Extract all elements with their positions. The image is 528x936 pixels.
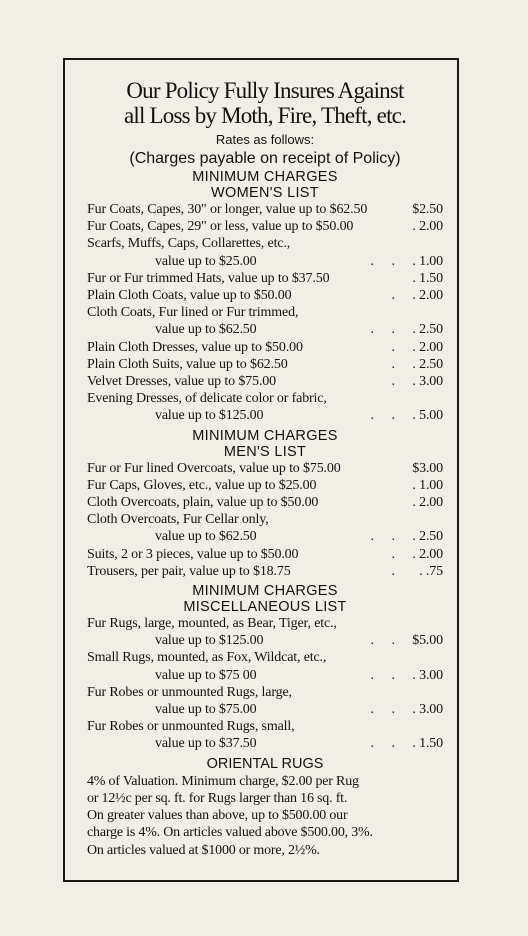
oriental-line: 4% of Valuation. Minimum charge, $2.00 per Rug: [87, 773, 359, 789]
leader-dots: .: [391, 546, 395, 562]
rate-price: . 3.00: [412, 667, 443, 683]
rate-row: [87, 701, 443, 718]
title-line-2: all Loss by Moth, Fire, Theft, etc.: [123, 103, 407, 128]
rate-row: [87, 511, 443, 528]
rate-row: [87, 667, 443, 684]
rate-description: value up to $62.50: [155, 529, 257, 545]
men-list: [87, 460, 443, 580]
rate-row: [87, 321, 443, 338]
rate-price: . .75: [419, 563, 443, 579]
rate-price: $2.50: [412, 202, 443, 217]
rate-description: Trousers, per pair, value up to $18.75: [87, 563, 291, 579]
rate-price: . 2.50: [412, 322, 443, 338]
leader-dots: .: [391, 356, 395, 372]
rates-label: Rates as follows:: [215, 132, 315, 147]
rate-description: Suits, 2 or 3 pieces, value up to $50.00: [87, 546, 299, 562]
rate-price: . 2.00: [412, 288, 443, 304]
rate-row: [87, 477, 443, 494]
rate-row: [87, 287, 443, 304]
rate-description: Plain Cloth Dresses, value up to $50.00: [87, 339, 303, 355]
women-heading-1: MINIMUM CHARGES: [192, 169, 338, 185]
oriental-heading: ORIENTAL RUGS: [206, 755, 324, 772]
rate-price: . 3.00: [412, 702, 443, 718]
rate-description: Scarfs, Muffs, Caps, Collarettes, etc.,: [87, 236, 291, 252]
rate-price: $5.00: [412, 633, 443, 649]
rate-price: . 2.00: [412, 339, 443, 355]
rate-price: . 5.00: [412, 408, 443, 424]
rate-description: value up to $125.00: [155, 408, 264, 424]
leader-dots: .: [391, 374, 395, 390]
rate-row: [87, 632, 443, 649]
misc-heading-1: MINIMUM CHARGES: [192, 583, 338, 600]
rate-description: Small Rugs, mounted, as Fox, Wildcat, etc.,: [87, 650, 327, 666]
rate-row: [87, 235, 443, 252]
rate-description: value up to $25.00: [155, 253, 257, 269]
rate-row: [87, 460, 443, 477]
rate-price: . 1.50: [412, 270, 443, 286]
rate-row: [87, 304, 443, 321]
leader-dots: . .: [370, 529, 395, 545]
rate-price: . 2.00: [412, 495, 443, 511]
rate-description: value up to $37.50: [155, 736, 257, 752]
policy-content: [87, 78, 443, 859]
rate-row: [87, 494, 443, 511]
leader-dots: . .: [370, 633, 395, 649]
leader-dots: . .: [370, 702, 395, 718]
oriental-line: On greater values than above, up to $500.00 our: [87, 808, 348, 824]
leader-dots: . .: [370, 736, 395, 752]
rate-description: Fur Coats, Capes, 29" or less, value up to $50.00: [87, 219, 354, 235]
leader-dots: . .: [370, 322, 395, 338]
rate-row: [87, 356, 443, 373]
rate-row: [87, 407, 443, 424]
rate-description: value up to $125.00: [155, 633, 264, 649]
rate-description: Fur or Fur trimmed Hats, value up to $37.50: [87, 270, 330, 286]
men-heading-2: MEN'S LIST: [223, 443, 307, 460]
oriental-line: or 12½c per sq. ft. for Rugs larger than 16 sq. ft.: [87, 790, 348, 806]
rate-price: . 1.00: [412, 253, 443, 269]
rate-description: Evening Dresses, of delicate color or fabric,: [87, 391, 327, 407]
rate-description: Velvet Dresses, value up to $75.00: [87, 374, 276, 390]
rate-row: [87, 718, 443, 735]
rate-price: . 2.00: [412, 219, 443, 235]
rate-description: Fur Rugs, large, mounted, as Bear, Tiger, etc.,: [87, 616, 337, 632]
rate-row: [87, 528, 443, 545]
rate-description: Plain Cloth Coats, value up to $50.00: [87, 288, 292, 304]
rate-row: [87, 546, 443, 563]
rate-price: . 1.00: [412, 477, 443, 493]
rate-row: [87, 684, 443, 701]
oriental-text: [87, 773, 443, 859]
rate-row: [87, 339, 443, 356]
rate-row: [87, 270, 443, 287]
rate-row: [87, 201, 443, 218]
leader-dots: .: [391, 339, 395, 355]
rate-description: Cloth Coats, Fur lined or Fur trimmed,: [87, 305, 299, 321]
rate-description: Fur or Fur lined Overcoats, value up to $75.00: [87, 460, 341, 476]
leader-dots: .: [391, 288, 395, 304]
oriental-line: charge is 4%. On articles valued above $500.00, 3%.: [87, 825, 373, 841]
charges-note: (Charges payable on receipt of Policy): [129, 150, 401, 167]
rate-description: Fur Coats, Capes, 30" or longer, value up to $62.50: [87, 202, 368, 217]
rate-description: Cloth Overcoats, plain, value up to $50.00: [87, 495, 319, 511]
rate-price: $3.00: [412, 460, 443, 476]
leader-dots: .: [391, 563, 395, 579]
rate-row: [87, 649, 443, 666]
rate-description: Plain Cloth Suits, value up to $62.50: [87, 356, 288, 372]
leader-dots: . .: [370, 408, 395, 424]
rate-price: . 2.50: [412, 529, 443, 545]
rate-row: [87, 218, 443, 235]
rate-description: value up to $75.00: [155, 702, 257, 718]
rate-description: value up to $62.50: [155, 322, 257, 338]
women-heading-2: WOMEN'S LIST: [211, 185, 319, 201]
title-line-1: Our Policy Fully Insures Against: [126, 78, 404, 103]
rate-description: Fur Robes or unmounted Rugs, small,: [87, 719, 295, 735]
misc-heading-2: MISCELLANEOUS LIST: [183, 599, 347, 616]
rate-description: value up to $75 00: [155, 667, 257, 683]
rate-description: Cloth Overcoats, Fur Cellar only,: [87, 512, 269, 528]
rate-row: [87, 253, 443, 270]
misc-list: [87, 615, 443, 753]
rate-row: [87, 563, 443, 580]
rate-description: Fur Robes or unmounted Rugs, large,: [87, 684, 292, 700]
rate-price: . 3.00: [412, 374, 443, 390]
rate-price: . 2.00: [412, 546, 443, 562]
oriental-line: On articles valued at $1000 or more, 2½%.: [87, 842, 320, 858]
rate-price: . 1.50: [412, 736, 443, 752]
rate-row: [87, 373, 443, 390]
rate-row: [87, 390, 443, 407]
men-heading-1: MINIMUM CHARGES: [192, 427, 338, 444]
leader-dots: . .: [370, 253, 395, 269]
rate-price: . 2.50: [412, 356, 443, 372]
rate-row: [87, 615, 443, 632]
rate-description: Fur Caps, Gloves, etc., value up to $25.00: [87, 477, 317, 493]
rate-row: [87, 735, 443, 752]
leader-dots: . .: [370, 667, 395, 683]
women-list: [87, 201, 443, 425]
